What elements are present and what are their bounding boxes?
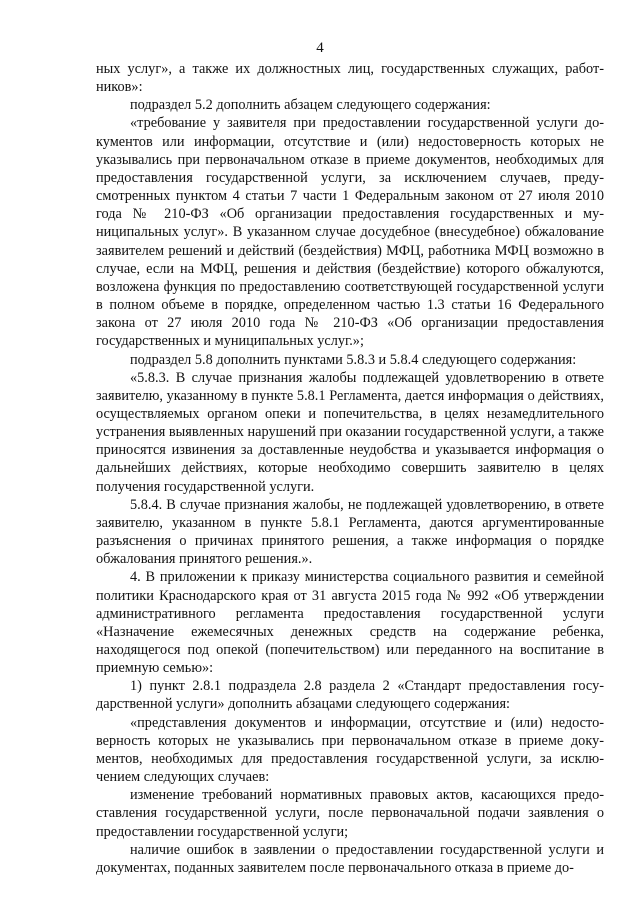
paragraph-10: изменение требований нормативных правовых актов, касающихся предоставления государственной услуги, после первоначальной подачи заявления о предоставлении государственной услуги;	[96, 787, 604, 840]
paragraph-9: «представления документов и информации, отсутствие и (или) недостоверность которых не указывались при первоначальном отказе в приеме документов, необходимых для предоставления государственной услуги, за исключением следующих случаев:	[96, 714, 604, 786]
paragraph-3: «требование у заявителя при предоставлении государственной услуги документов или информации, отсутствие и (или) недостоверность которых не указывались при первоначальном отказе в приеме документов, необходимых для предоставления государственной услуги, за исключением случаев, предусмотренных пунктом 4 статьи 7 части 1 Федеральным законом от 27 июля 2010 года № 210-ФЗ «Об организации предоставления государственных и муниципальных услуг». В указанном случае досудебное (внесудебное) обжалование заявителем решений и действий (бездействия) МФЦ, работника МФЦ возможно в случае, если на МФЦ, решения и действия (бездействие) которого обжалуются, возложена функция по предоставлению соответствующей государственной услуги в полном объеме в порядке, определенном частью 1.3 статьи 16 Федерального закона от 27 июля 2010 года № 210-ФЗ «Об организации предоставления государственных и муниципальных услуг.»;	[96, 115, 604, 350]
paragraph-4: подраздел 5.8 дополнить пунктами 5.8.3 и 5.8.4 следующего содержания:	[130, 351, 577, 368]
document-body	[96, 60, 604, 877]
paragraph-2: подраздел 5.2 дополнить абзацем следующего содержания:	[130, 97, 491, 114]
paragraph-5: «5.8.3. В случае признания жалобы подлежащей удовлетворению в ответе заявителю, указанному в пункте 5.8.1 Регламента, дается информация о действиях, осуществляемых органом опеки и попечительства, в целях незамедлительного устранения выявленных нарушений при оказании государственной услуги, а также приносятся извинения за доставленные неудобства и указывается информация о дальнейших действиях, которые необходимо совершить заявителю в целях получения государственной услуги.	[96, 369, 604, 495]
page-number: 4	[316, 40, 324, 56]
paragraph-8: 1) пункт 2.8.1 подраздела 2.8 раздела 2 «Стандарт предоставления государственной услуги» дополнить абзацами следующего содержания:	[96, 678, 604, 713]
paragraph-6: 5.8.4. В случае признания жалобы, не подлежащей удовлетворению, в ответе заявителю, указанном в пункте 5.8.1 Регламента, даются аргументированные разъяснения о причинах принятого решения, а также информация о порядке обжалования принятого решения.».	[96, 496, 604, 568]
paragraph-11: наличие ошибок в заявлении о предоставлении государственной услуги и документах, поданных заявителем после первоначального отказа в приеме до-	[96, 841, 604, 876]
paragraph-1: ных услуг», а также их должностных лиц, государственных служащих, работников»:	[96, 61, 604, 96]
paragraph-7: 4. В приложении к приказу министерства социального развития и семейной политики Краснодарского края от 31 августа 2015 года № 992 «Об утверждении административного регламента предоставления государственной услуги «Назначение ежемесячных денежных средств на содержание ребенка, находящегося под опекой (попечительством) или переданного на воспитание в приемную семью»:	[96, 569, 604, 677]
